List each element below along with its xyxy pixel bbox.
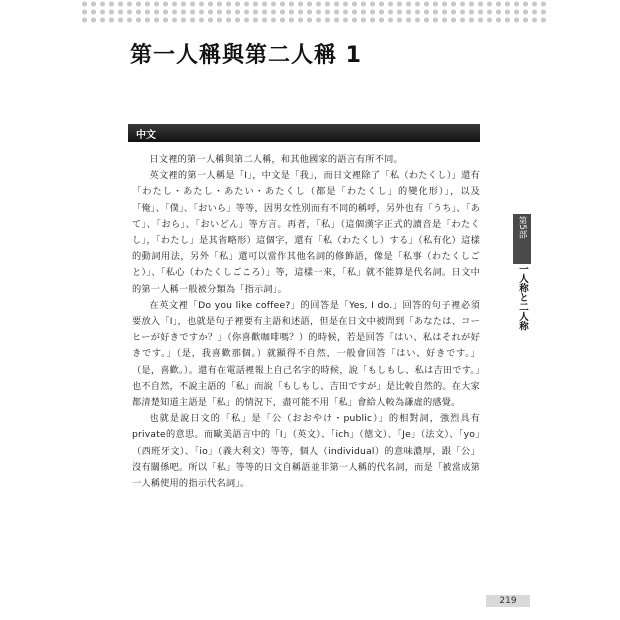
dot-pattern-header — [80, 0, 550, 24]
paragraph-3: 在英文裡「Do you like coffee?」的回答是「Yes, I do.」回答的句子裡必須要放入「I」，也就是句子裡要有主語和述語，但是在日文中被問到「あなたは、コーヒーが好きですか？」（你喜歡咖啡嗎？）的時候，若是回答「はい、私はそれが好きです。」（是，我喜歡那個。）就顯得不自然，一般會回答「はい、好きです。」（是，喜歡。）。還有在電話裡報上自己名字的時候，說「もしもし、私は吉田です。」也不自然，不說主語的「私」而說「もしもし、吉田ですが」是比較自然的。在大家都清楚知道主語是「私」的情況下，盡可能不用「私」會給人較為謙虛的感覺。 — [132, 299, 480, 409]
page-title: 第一人稱與第二人稱 1 — [130, 43, 362, 68]
part-caption: 一人称と二人称 — [517, 264, 528, 331]
part-tab-label: 第5部 — [517, 216, 527, 239]
page-number: 219 — [499, 596, 517, 606]
section-bar — [128, 124, 480, 142]
paragraph-2: 英文裡的第一人稱是「I」，中文是「我」，而日文裡除了「私（わたくし）」還有「わたし・あたし・あたい・あたくし（都是「わたくし」的變化形）」，以及「俺」、「僕」、「おいら」等等，因男女性別而有不同的稱呼，另外也有「うち」、「あて」、「おら」、「おいどん」等方言。再者，「私」（這個漢字正式的讀音是「わたくし」，「わたし」是其省略形）這個字，還有「私（わたくし）する」（私有化）這樣的動詞用法，另外「私」還可以當作其他名詞的修飾語，像是「私事（わたくしごと）」、「私心（わたくしごころ）」等，這樣一來，「私」就不能算是代名詞。日文中的第一人稱一般被分類為「指示詞」。 — [132, 170, 480, 295]
part-tab — [513, 214, 531, 264]
page-number-bar — [486, 595, 530, 607]
body-text — [132, 152, 480, 492]
paragraph-1: 日文裡的第一人稱與第二人稱，和其他國家的語言有所不同。 — [149, 154, 403, 165]
paragraph-4: 也就是說日文的「私」是「公（おおやけ・public）」的相對詞，強烈具有private的意思。而歐美語言中的「I」（英文）、「ich」（德文）、「Je」（法文）、「yo」（西班牙文）、「io」（義大利文）等等，個人（individual）的意味濃厚，跟「公」沒有關係吧。所以「私」等等的日文自稱語並非第一人稱的代名詞，而是「被當成第一人稱使用的指示代名詞」。 — [132, 413, 480, 490]
section-bar-label: 中文 — [136, 130, 156, 141]
